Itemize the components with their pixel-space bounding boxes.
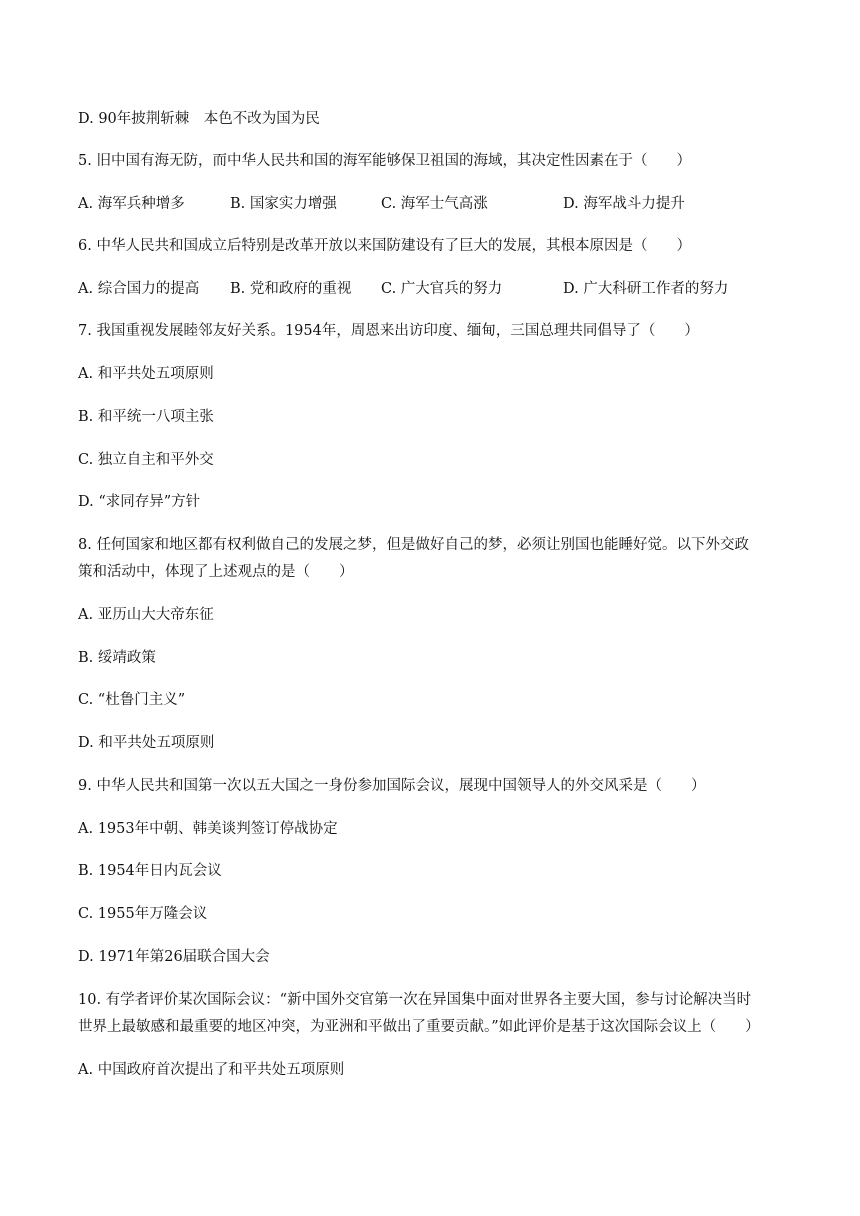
q9-option-a: A. 1953年中朝、韩美谈判签订停战协定	[78, 821, 338, 837]
q9-stem: 9. 中华人民共和国第一次以五大国之一身份参加国际会议，展现中国领导人的外交风采是（ ）	[78, 778, 706, 794]
q6-option-c: C. 广大官兵的努力	[381, 281, 503, 297]
q9-option-c: C. 1955年万隆会议	[78, 906, 208, 922]
q5-stem: 5. 旧中国有海无防，而中华人民共和国的海军能够保卫祖国的海域，其决定性因素在于（ ）	[78, 153, 691, 169]
q5-option-d: D. 海军战斗力提升	[563, 196, 685, 212]
q7-option-c: C. 独立自主和平外交	[78, 452, 214, 468]
q7-option-a: A. 和平共处五项原则	[78, 366, 214, 382]
q5-option-b: B. 国家实力增强	[230, 196, 337, 212]
q7-option-d: D. “求同存异”方针	[78, 494, 201, 510]
q6-option-b: B. 党和政府的重视	[230, 281, 352, 297]
q7-option-b: B. 和平统一八项主张	[78, 409, 214, 425]
q8-option-b: B. 绥靖政策	[78, 650, 156, 666]
q4-option-d: D. 90年披荆斩棘 本色不改为国为民	[78, 111, 320, 127]
q8-option-d: D. 和平共处五项原则	[78, 735, 215, 751]
q5-option-a: A. 海军兵种增多	[78, 196, 185, 212]
q9-option-d: D. 1971年第26届联合国大会	[78, 949, 270, 965]
q10-stem-line2: 世界上最敏感和最重要的地区冲突，为亚洲和平做出了重要贡献。”如此评价是基于这次国际会议上（ ）	[78, 1019, 760, 1035]
q6-stem: 6. 中华人民共和国成立后特别是改革开放以来国防建设有了巨大的发展，其根本原因是（ ）	[78, 238, 691, 254]
q9-option-b: B. 1954年日内瓦会议	[78, 863, 222, 879]
q10-option-a: A. 中国政府首次提出了和平共处五项原则	[78, 1062, 345, 1078]
q8-option-a: A. 亚历山大大帝东征	[78, 607, 214, 623]
q6-option-a: A. 综合国力的提高	[78, 281, 200, 297]
q10-stem-line1: 10. 有学者评价某次国际会议：“新中国外交官第一次在异国集中面对世界各主要大国，参与讨论解决当时	[78, 992, 752, 1008]
q6-option-d: D. 广大科研工作者的努力	[563, 281, 729, 297]
q5-option-c: C. 海军士气高涨	[381, 196, 488, 212]
q8-option-c: C. “杜鲁门主义”	[78, 692, 186, 708]
q8-stem-line1: 8. 任何国家和地区都有权利做自己的发展之梦，但是做好自己的梦，必须让别国也能睡好觉。以下外交政	[78, 537, 749, 553]
q8-stem-line2: 策和活动中，体现了上述观点的是（ ）	[78, 564, 354, 580]
q7-stem: 7. 我国重视发展睦邻友好关系。1954年，周恩来出访印度、缅甸，三国总理共同倡导了（ ）	[78, 323, 699, 339]
